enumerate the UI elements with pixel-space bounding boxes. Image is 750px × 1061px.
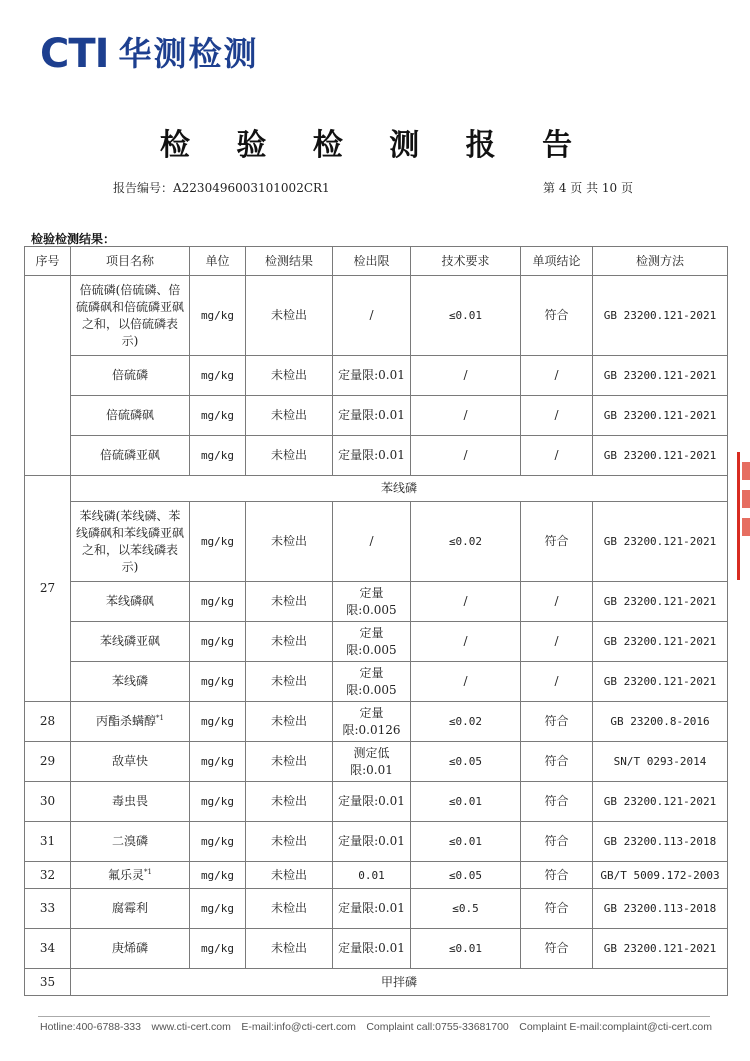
cell-lod: 定量限:0.0126 — [333, 702, 411, 742]
cell-seq — [25, 276, 71, 476]
table-row — [25, 889, 728, 929]
cell-method: GB 23200.113-2018 — [593, 822, 728, 862]
table-header-row — [25, 247, 728, 276]
cell-lod: 定量限:0.005 — [333, 582, 411, 622]
cell-result: 未检出 — [246, 782, 333, 822]
cell-unit: mg/kg — [190, 862, 246, 889]
table-row — [25, 356, 728, 396]
cell-item: 倍硫磷(倍硫磷、倍硫磷砜和倍硫磷亚砜之和，以倍硫磷表示) — [71, 276, 190, 356]
col-header-requirement: 技术要求 — [411, 247, 521, 276]
cell-method: GB 23200.121-2021 — [593, 662, 728, 702]
cell-lod: 定量限:0.005 — [333, 622, 411, 662]
cell-unit: mg/kg — [190, 782, 246, 822]
page-indicator: 第 4 页 共 10 页 — [543, 181, 633, 195]
cell-method: GB 23200.121-2021 — [593, 436, 728, 476]
cell-unit: mg/kg — [190, 662, 246, 702]
cell-item: 倍硫磷亚砜 — [71, 436, 190, 476]
cell-seq: 35 — [25, 969, 71, 996]
cell-unit: mg/kg — [190, 742, 246, 782]
cell-item: 倍硫磷砜 — [71, 396, 190, 436]
cell-method: GB 23200.121-2021 — [593, 622, 728, 662]
cell-method: GB/T 5009.172-2003 — [593, 862, 728, 889]
cell-result: 未检出 — [246, 502, 333, 582]
cell-result: 未检出 — [246, 929, 333, 969]
cell-requirement: ≤0.02 — [411, 502, 521, 582]
cell-result: 未检出 — [246, 396, 333, 436]
cell-method: GB 23200.121-2021 — [593, 582, 728, 622]
table-row — [25, 396, 728, 436]
cell-requirement: / — [411, 396, 521, 436]
cell-unit: mg/kg — [190, 622, 246, 662]
logo-cti-text: CTI — [40, 31, 109, 77]
cell-seq: 32 — [25, 862, 71, 889]
cell-seq: 29 — [25, 742, 71, 782]
table-row — [25, 662, 728, 702]
footer-complaint-call: Complaint call:0755-33681700 — [366, 1021, 509, 1033]
cell-lod: 定量限:0.01 — [333, 396, 411, 436]
table-row — [25, 276, 728, 356]
cell-conclusion: 符合 — [521, 782, 593, 822]
table-row — [25, 622, 728, 662]
cell-seq: 30 — [25, 782, 71, 822]
cell-item: 敌草快 — [71, 742, 190, 782]
cell-item — [71, 702, 190, 742]
cell-unit: mg/kg — [190, 582, 246, 622]
cell-requirement: ≤0.05 — [411, 742, 521, 782]
cell-requirement: / — [411, 622, 521, 662]
company-logo — [40, 31, 259, 77]
footer-divider — [38, 1016, 710, 1017]
cell-requirement: ≤0.01 — [411, 822, 521, 862]
cell-result: 未检出 — [246, 582, 333, 622]
item-name: 氟乐灵 — [108, 867, 145, 882]
cell-result: 未检出 — [246, 822, 333, 862]
cell-conclusion: 符合 — [521, 822, 593, 862]
cell-requirement: ≤0.02 — [411, 702, 521, 742]
cell-conclusion: / — [521, 662, 593, 702]
cell-result: 未检出 — [246, 356, 333, 396]
cell-unit: mg/kg — [190, 356, 246, 396]
footer-complaint-email: Complaint E-mail:complaint@cti-cert.com — [519, 1021, 712, 1033]
cell-item-group: 苯线磷 — [71, 476, 728, 502]
cell-unit: mg/kg — [190, 822, 246, 862]
cell-unit: mg/kg — [190, 702, 246, 742]
cell-conclusion: / — [521, 396, 593, 436]
col-header-unit: 单位 — [190, 247, 246, 276]
cell-unit: mg/kg — [190, 502, 246, 582]
cell-unit: mg/kg — [190, 276, 246, 356]
cell-lod: 定量限:0.01 — [333, 929, 411, 969]
table-row — [25, 742, 728, 782]
cell-conclusion: 符合 — [521, 502, 593, 582]
cell-seq: 27 — [25, 476, 71, 702]
cell-conclusion: 符合 — [521, 929, 593, 969]
cell-method: GB 23200.121-2021 — [593, 356, 728, 396]
cell-item: 苯线磷砜 — [71, 582, 190, 622]
cell-conclusion: / — [521, 582, 593, 622]
cell-lod: / — [333, 276, 411, 356]
cell-lod: / — [333, 502, 411, 582]
col-header-conclusion: 单项结论 — [521, 247, 593, 276]
cell-method: SN/T 0293-2014 — [593, 742, 728, 782]
logo-brand-cn: 华测检测 — [118, 34, 259, 73]
col-header-result: 检测结果 — [246, 247, 333, 276]
cell-lod: 测定低限:0.01 — [333, 742, 411, 782]
footer-email: E-mail:info@cti-cert.com — [241, 1021, 356, 1033]
cell-conclusion: 符合 — [521, 862, 593, 889]
cell-item: 毒虫畏 — [71, 782, 190, 822]
cell-unit: mg/kg — [190, 889, 246, 929]
cell-lod: 定量限:0.01 — [333, 822, 411, 862]
cell-requirement: / — [411, 662, 521, 702]
cell-seq: 34 — [25, 929, 71, 969]
table-row — [25, 822, 728, 862]
report-title: 检 验 检 测 报 告 — [159, 128, 591, 163]
cell-method: GB 23200.121-2021 — [593, 782, 728, 822]
cell-item: 苯线磷(苯线磷、苯线磷砜和苯线磷亚砜之和，以苯线磷表示) — [71, 502, 190, 582]
cell-item: 苯线磷亚砜 — [71, 622, 190, 662]
cell-requirement: / — [411, 436, 521, 476]
table-row — [25, 782, 728, 822]
cell-method: GB 23200.121-2021 — [593, 502, 728, 582]
cell-conclusion: 符合 — [521, 702, 593, 742]
cell-method: GB 23200.8-2016 — [593, 702, 728, 742]
cell-lod: 定量限:0.01 — [333, 782, 411, 822]
cell-result: 未检出 — [246, 622, 333, 662]
table-row — [25, 476, 728, 502]
section-title: 检验检测结果： — [31, 232, 116, 246]
cell-item: 腐霉利 — [71, 889, 190, 929]
cell-lod: 定量限:0.005 — [333, 662, 411, 702]
cell-requirement: ≤0.01 — [411, 276, 521, 356]
cell-conclusion: 符合 — [521, 889, 593, 929]
cell-item: 二溴磷 — [71, 822, 190, 862]
cell-requirement: ≤0.05 — [411, 862, 521, 889]
cell-lod: 定量限:0.01 — [333, 356, 411, 396]
cell-method: GB 23200.121-2021 — [593, 929, 728, 969]
cell-lod: 定量限:0.01 — [333, 889, 411, 929]
cell-result: 未检出 — [246, 742, 333, 782]
table-row — [25, 862, 728, 889]
table-row — [25, 929, 728, 969]
footnote-mark: *1 — [156, 714, 164, 722]
stamp-edge-mark — [737, 452, 750, 580]
table-row — [25, 702, 728, 742]
cell-requirement: ≤0.5 — [411, 889, 521, 929]
cell-unit: mg/kg — [190, 929, 246, 969]
table-row — [25, 969, 728, 996]
cell-requirement: ≤0.01 — [411, 782, 521, 822]
cell-method: GB 23200.121-2021 — [593, 396, 728, 436]
cell-unit: mg/kg — [190, 436, 246, 476]
item-name: 丙酯杀螨醇 — [96, 714, 157, 728]
cell-item: 苯线磷 — [71, 662, 190, 702]
footer — [40, 1021, 712, 1033]
cell-conclusion: 符合 — [521, 742, 593, 782]
cell-result: 未检出 — [246, 276, 333, 356]
cell-item: 倍硫磷 — [71, 356, 190, 396]
cell-result: 未检出 — [246, 662, 333, 702]
cell-result: 未检出 — [246, 862, 333, 889]
col-header-item: 项目名称 — [71, 247, 190, 276]
table-row — [25, 502, 728, 582]
cell-method: GB 23200.113-2018 — [593, 889, 728, 929]
cell-seq: 31 — [25, 822, 71, 862]
results-table — [24, 246, 728, 996]
table-row — [25, 436, 728, 476]
cell-item — [71, 862, 190, 889]
cell-conclusion: / — [521, 356, 593, 396]
col-header-method: 检测方法 — [593, 247, 728, 276]
cell-result: 未检出 — [246, 436, 333, 476]
cell-conclusion: 符合 — [521, 276, 593, 356]
cell-result: 未检出 — [246, 889, 333, 929]
footer-website: www.cti-cert.com — [151, 1021, 231, 1033]
cell-method: GB 23200.121-2021 — [593, 276, 728, 356]
cell-seq: 28 — [25, 702, 71, 742]
cell-requirement: / — [411, 356, 521, 396]
cell-requirement: ≤0.01 — [411, 929, 521, 969]
cell-unit: mg/kg — [190, 396, 246, 436]
report-number: 报告编号：A2230496003101002CR1 — [113, 181, 330, 195]
cell-lod: 定量限:0.01 — [333, 436, 411, 476]
cell-seq: 33 — [25, 889, 71, 929]
cell-item-group: 甲拌磷 — [71, 969, 728, 996]
cell-conclusion: / — [521, 436, 593, 476]
cell-item: 庚烯磷 — [71, 929, 190, 969]
footnote-mark: *1 — [144, 867, 152, 876]
footer-hotline: Hotline:400-6788-333 — [40, 1021, 141, 1033]
col-header-lod: 检出限 — [333, 247, 411, 276]
cell-requirement: / — [411, 582, 521, 622]
table-row — [25, 582, 728, 622]
cell-conclusion: / — [521, 622, 593, 662]
cell-result: 未检出 — [246, 702, 333, 742]
cell-lod: 0.01 — [333, 862, 411, 889]
col-header-seq: 序号 — [25, 247, 71, 276]
